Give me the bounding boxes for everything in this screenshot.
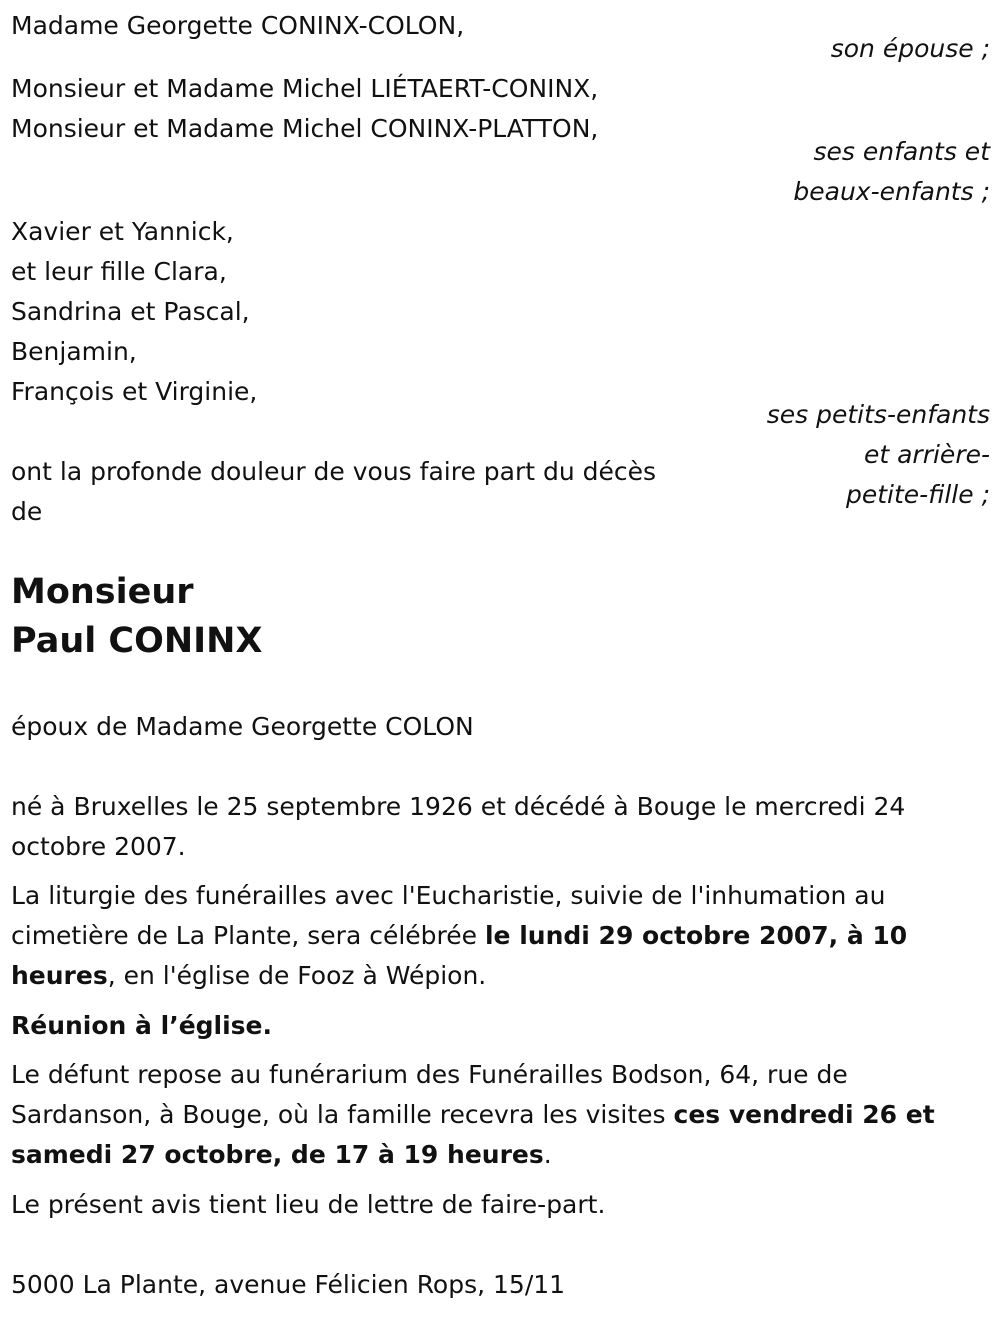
grandchildren-role-line-1: ses petits-enfants [766,400,990,429]
grandchild-line-4: Benjamin, [11,337,137,366]
child-line-1: Monsieur et Madame Michel LIÉTAERT-CONINX, [11,74,599,103]
children-role-line-1: ses enfants et [813,137,990,166]
child-line-2: Monsieur et Madame Michel CONINX-PLATTON, [11,114,599,143]
deceased-name: Paul CONINX [11,621,263,661]
liturgy-date: le lundi 29 octobre 2007, à 10 heures [11,921,908,990]
liturgy-text: La liturgie des funérailles avec l'Eucharistie, suivie de l'inhumation au cimetière de La Plante, sera célébrée [11,881,886,950]
spouse-of-line: époux de Madame Georgette COLON [11,712,474,741]
grandchild-line-2: et leur fille Clara, [11,257,227,286]
grandchild-line-5: François et Virginie, [11,377,258,406]
birth-death-paragraph: né à Bruxelles le 25 septembre 1926 et décédé à Bouge le mercredi 24 octobre 2007. [11,792,906,861]
announcement-line-1: ont la profonde douleur de vous faire part du décès [11,457,657,486]
children-role-line-2: beaux-enfants ; [793,177,990,206]
meeting-line: Réunion à l’église. [11,1011,273,1040]
spouse-role: son épouse ; [830,34,990,63]
grandchildren-role-line-3: petite-fille ; [846,480,990,509]
deceased-title: Monsieur [11,572,194,612]
announcement-line-2: de [11,497,43,526]
visits-end: . [543,1140,552,1169]
liturgy-location: , en l'église de Fooz à Wépion. [107,961,487,990]
visits-dates: ces vendredi 26 et samedi 27 octobre, de 17 à 19 heures [11,1100,935,1169]
spouse-line: Madame Georgette CONINX-COLON, [11,11,465,40]
visits-text: Le défunt repose au funérarium des Funérailles Bodson, 64, rue de Sardanson, à Bouge, où la famille recevra les visites [11,1060,848,1129]
grandchild-line-3: Sandrina et Pascal, [11,297,250,326]
notice-line: Le présent avis tient lieu de lettre de faire-part. [11,1190,606,1219]
grandchildren-role-line-2: et arrière- [863,440,990,469]
visits-paragraph [11,1055,981,1175]
liturgy-paragraph [11,876,981,996]
grandchild-line-1: Xavier et Yannick, [11,217,234,246]
address-line: 5000 La Plante, avenue Félicien Rops, 15/11 [11,1270,566,1299]
